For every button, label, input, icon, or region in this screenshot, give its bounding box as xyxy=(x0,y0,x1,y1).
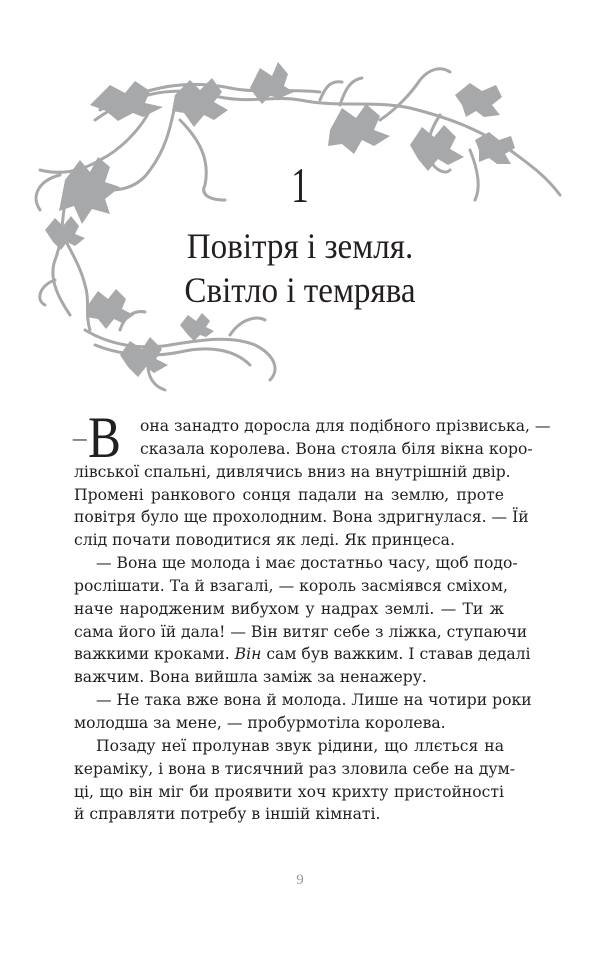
chapter-title-line-2: Світло і темрява xyxy=(184,270,416,310)
paragraph-3 xyxy=(74,689,532,735)
chapter-title xyxy=(0,224,600,312)
chapter-title-line-1: Повітря і земля. xyxy=(186,226,414,266)
text-line: наче народженим вибухом у надрах землі. — Ти ж xyxy=(74,599,504,618)
dropcap-dash: — xyxy=(72,430,88,448)
text-line: слід почати поводитися як леді. Як принцеса. xyxy=(74,531,455,550)
chapter-number: 1 xyxy=(291,157,309,213)
text-line: й справляти потребу в іншій кімнаті. xyxy=(74,805,381,824)
text-line: она занадто доросла для подібного прізвиська, — xyxy=(140,417,551,435)
paragraph-1 xyxy=(72,405,551,552)
text-span: важкими кроками. xyxy=(74,645,235,664)
text-line: кераміку, і вона в тисячний раз зловила себе на дум- xyxy=(74,759,515,778)
text-line: повітря було ще прохолодним. Вона здригнулася. — Їй xyxy=(74,508,529,527)
text-line: Позаду неї пролунав звук рідини, що ллється на xyxy=(96,736,504,755)
text-line: важчим. Вона вийшла заміж за ненажеру. xyxy=(74,668,427,687)
paragraph-4 xyxy=(74,735,515,826)
text-line: сама його їй дала! — Він витяг себе з ліжка, ступаючи xyxy=(74,622,528,641)
text-line: ці, що він міг би проявити хоч крихту пристойності xyxy=(74,782,504,801)
page-number: 9 xyxy=(296,872,304,888)
text-line: — Не така вже вона й молода. Лише на чотири роки xyxy=(96,691,532,710)
text-span: сам був важким. І ставав дедалі xyxy=(261,645,531,664)
text-line: лівської спальні, дивлячись вниз на внутрішній двір. xyxy=(74,462,511,481)
text-line: молодша за мене, — пробурмотіла королева. xyxy=(74,713,446,732)
italic-emphasis: Він xyxy=(234,645,262,664)
text-line: рослішати. Та й взагалі, — король засміявся сміхом, xyxy=(74,576,508,595)
text-line: — Вона ще молода і має достатньо часу, щоб подо- xyxy=(96,554,518,573)
dropcap-letter: В xyxy=(88,405,121,470)
text-line xyxy=(74,643,531,666)
text-line: Промені ранкового сонця падали на землю, проте xyxy=(74,485,504,504)
paragraph-2 xyxy=(74,552,531,689)
text-line: сказала королева. Вона стояла біля вікна коро- xyxy=(140,439,533,458)
body-text xyxy=(72,405,551,826)
